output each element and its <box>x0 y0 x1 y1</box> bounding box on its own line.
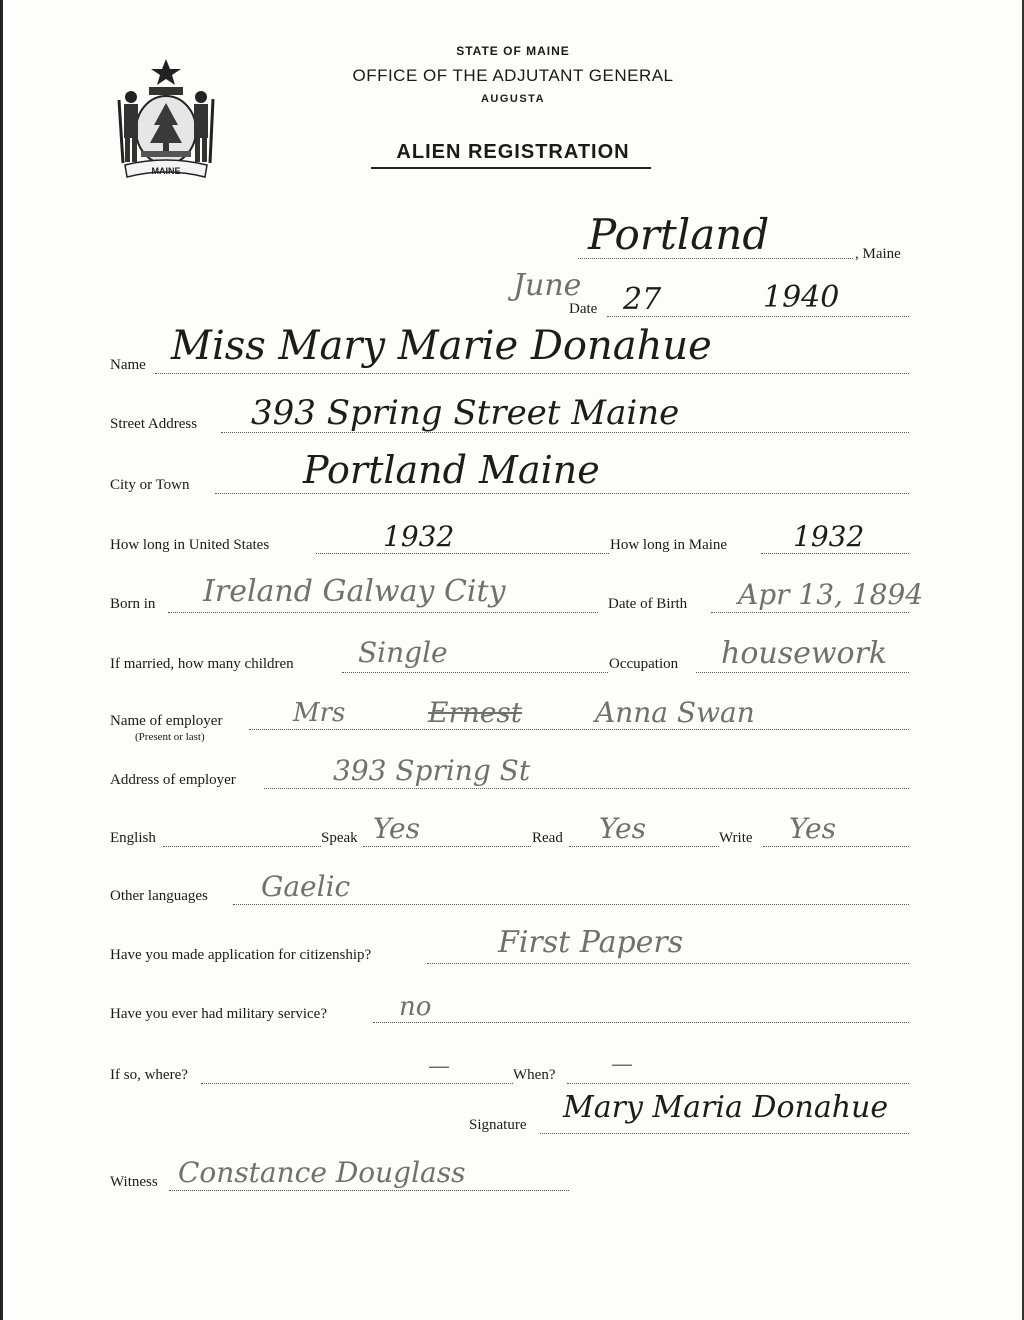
date-of-birth-value[interactable]: Apr 13, 1894 <box>738 578 924 611</box>
speak-label: Speak <box>321 830 358 846</box>
employer-name-sublabel: (Present or last) <box>135 731 205 743</box>
date-month[interactable]: June <box>513 268 582 303</box>
office-heading: OFFICE OF THE ADJUTANT GENERAL <box>352 66 674 85</box>
occupation-value[interactable]: housework <box>721 636 888 671</box>
signature-value[interactable]: Mary Maria Donahue <box>563 1090 889 1125</box>
location-suffix: , Maine <box>855 246 901 262</box>
other-languages-label: Other languages <box>110 888 208 904</box>
date-label: Date <box>569 301 598 317</box>
city-label: City or Town <box>110 477 190 493</box>
born-in-value[interactable]: Ireland Galway City <box>203 574 506 609</box>
city-line <box>215 493 909 494</box>
how-long-us-line <box>316 553 609 554</box>
english-line <box>163 846 321 847</box>
how-long-maine-label: How long in Maine <box>610 537 728 553</box>
born-in-line <box>168 612 598 613</box>
employer-address-line <box>264 788 909 789</box>
witness-line <box>169 1190 569 1191</box>
date-of-birth-label: Date of Birth <box>608 596 688 612</box>
location-value[interactable]: Portland <box>588 210 770 259</box>
date-of-birth-line <box>711 612 909 613</box>
employer-name-struck[interactable]: Ernest <box>428 696 523 729</box>
other-languages-value[interactable]: Gaelic <box>261 870 351 903</box>
citizenship-line <box>427 963 909 964</box>
how-long-maine-value[interactable]: 1932 <box>793 520 865 553</box>
witness-label: Witness <box>110 1174 158 1190</box>
read-line <box>569 846 719 847</box>
write-line <box>763 846 909 847</box>
employer-name-prefix[interactable]: Mrs <box>293 698 346 728</box>
children-line <box>342 672 608 673</box>
employer-name-value[interactable]: Anna Swan <box>595 696 755 729</box>
employer-address-label: Address of employer <box>110 772 236 788</box>
name-value[interactable]: Miss Mary Marie Donahue <box>171 323 712 369</box>
how-long-us-label: How long in United States <box>110 537 270 553</box>
signature-line <box>540 1133 909 1134</box>
born-in-label: Born in <box>110 596 156 612</box>
where-value[interactable]: — <box>428 1054 450 1079</box>
how-long-us-value[interactable]: 1932 <box>383 520 455 553</box>
form-title: ALIEN REGISTRATION <box>396 141 630 163</box>
read-value[interactable]: Yes <box>599 812 646 845</box>
other-languages-line <box>233 904 909 905</box>
occupation-label: Occupation <box>609 656 679 672</box>
name-line <box>155 373 909 374</box>
city-heading: AUGUSTA <box>480 93 546 105</box>
speak-value[interactable]: Yes <box>373 812 420 845</box>
write-label: Write <box>719 830 753 846</box>
date-day[interactable]: 27 <box>623 282 662 317</box>
military-label: Have you ever had military service? <box>110 1006 327 1022</box>
occupation-line <box>696 672 909 673</box>
when-label: When? <box>513 1067 556 1083</box>
where-label: If so, where? <box>110 1067 188 1083</box>
military-line <box>373 1022 909 1023</box>
read-label: Read <box>532 830 563 846</box>
signature-label: Signature <box>469 1117 527 1133</box>
when-value[interactable]: — <box>611 1052 633 1077</box>
speak-line <box>363 846 531 847</box>
when-line <box>567 1083 909 1084</box>
title-underline <box>371 167 651 169</box>
where-line <box>201 1083 513 1084</box>
citizenship-label: Have you made application for citizenship? <box>110 947 372 963</box>
employer-name-label: Name of employer <box>110 713 223 729</box>
children-label: If married, how many children <box>110 656 294 672</box>
employer-address-value[interactable]: 393 Spring St <box>333 754 531 787</box>
city-value[interactable]: Portland Maine <box>303 448 600 492</box>
date-year[interactable]: 1940 <box>763 280 840 315</box>
employer-name-line <box>249 729 909 730</box>
citizenship-value[interactable]: First Papers <box>498 925 684 960</box>
state-heading: STATE OF MAINE <box>456 44 570 58</box>
name-label: Name <box>110 357 146 373</box>
how-long-maine-line <box>761 553 909 554</box>
children-value[interactable]: Single <box>358 636 448 669</box>
street-address-label: Street Address <box>110 416 198 432</box>
witness-value[interactable]: Constance Douglass <box>178 1156 466 1189</box>
english-label: English <box>110 830 156 846</box>
maine-state-seal-icon <box>111 55 221 180</box>
write-value[interactable]: Yes <box>789 812 836 845</box>
seal-banner-text: MAINE <box>151 166 181 176</box>
military-value[interactable]: no <box>399 992 432 1022</box>
street-address-value[interactable]: 393 Spring Street Maine <box>251 393 680 433</box>
